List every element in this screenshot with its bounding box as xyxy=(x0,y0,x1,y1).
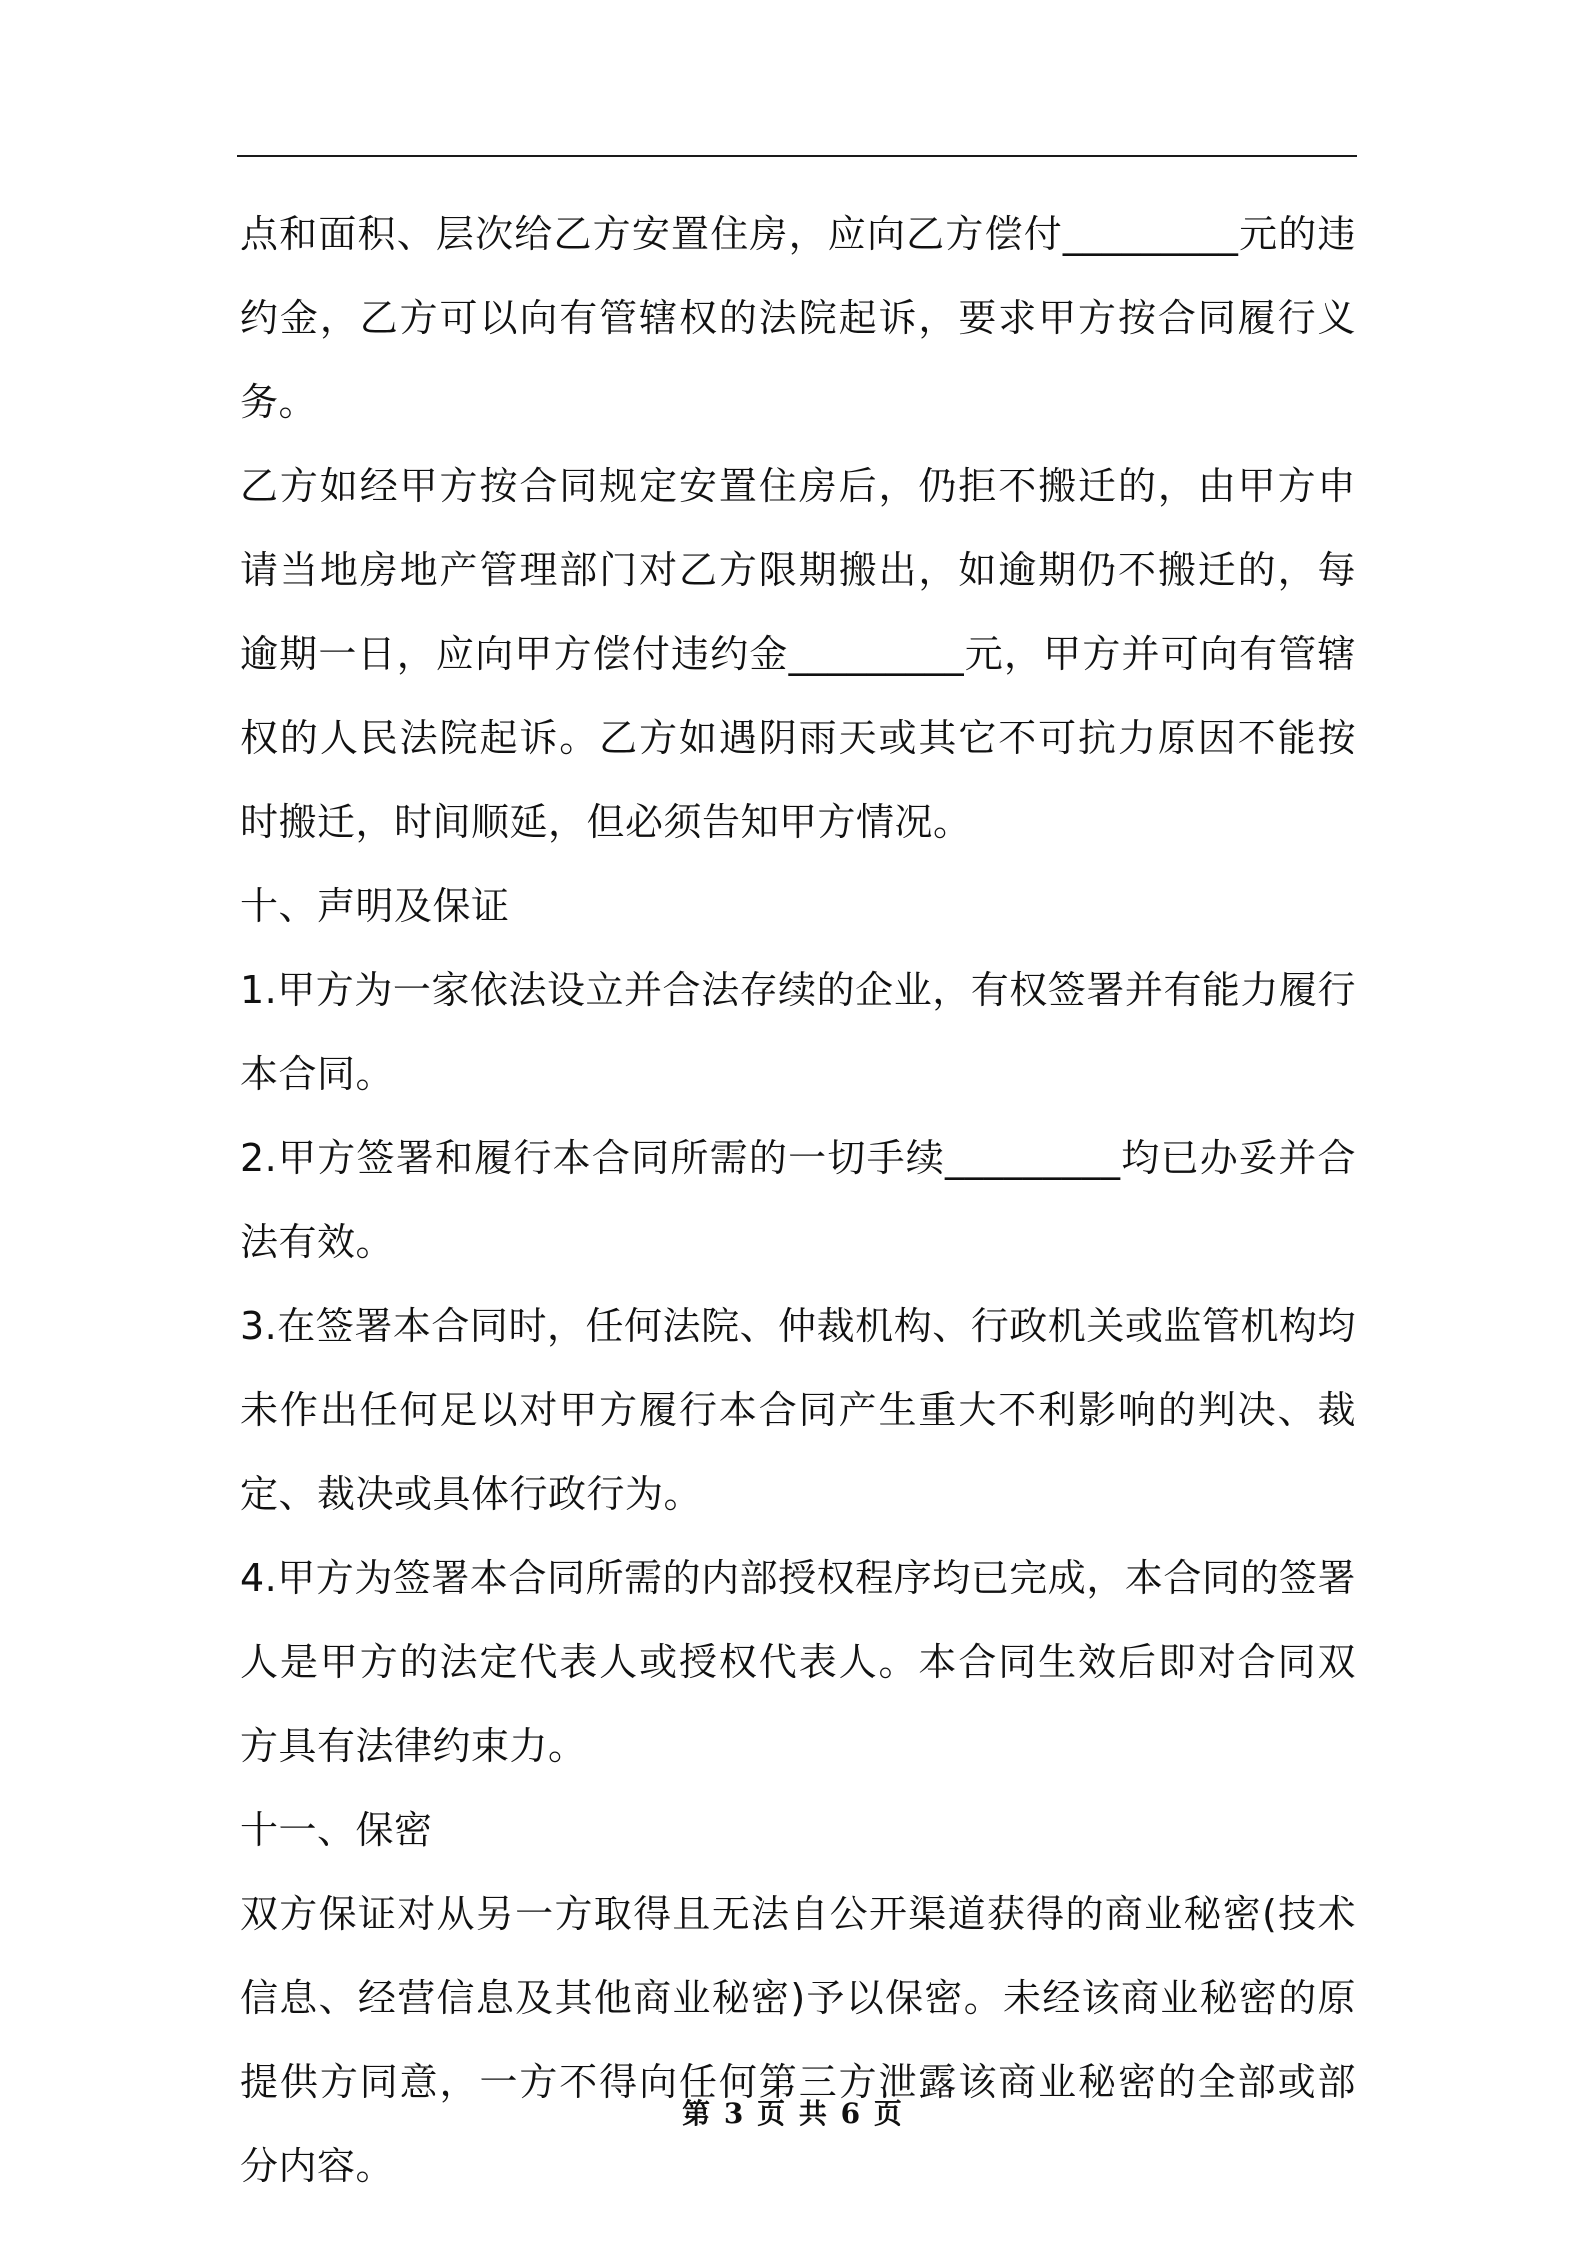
document-body xyxy=(240,192,1356,2208)
paragraph: 点和面积、层次给乙方安置住房，应向乙方偿付_________元的违约金，乙方可以向有管辖权的法院起诉，要求甲方按合同履行义务。 xyxy=(240,212,1356,424)
header-rule xyxy=(237,155,1357,157)
paragraph: 1.甲方为一家依法设立并合法存续的企业，有权签署并有能力履行本合同。 xyxy=(240,968,1356,1096)
section-heading: 十一、保密 xyxy=(240,1808,433,1852)
section-heading: 十、声明及保证 xyxy=(240,884,510,928)
paragraph: 4.甲方为签署本合同所需的内部授权程序均已完成，本合同的签署人是甲方的法定代表人或授权代表人。本合同生效后即对合同双方具有法律约束力。 xyxy=(240,1556,1356,1768)
page-number-footer: 第 3 页 共 6 页 xyxy=(682,2097,904,2130)
paragraph: 2.甲方签署和履行本合同所需的一切手续_________均已办妥并合法有效。 xyxy=(240,1136,1356,1264)
paragraph: 3.在签署本合同时，任何法院、仲裁机构、行政机关或监管机构均未作出任何足以对甲方履行本合同产生重大不利影响的判决、裁定、裁决或具体行政行为。 xyxy=(240,1304,1356,1516)
paragraph: 乙方如经甲方按合同规定安置住房后，仍拒不搬迁的，由甲方申请当地房地产管理部门对乙方限期搬出，如逾期仍不搬迁的，每逾期一日，应向甲方偿付违约金_________元，甲方并可向有管辖权的人民法院起诉。乙方如遇阴雨天或其它不可抗力原因不能按时搬迁，时间顺延，但必须告知甲方情况。 xyxy=(240,464,1356,844)
paragraph: 双方保证对从另一方取得且无法自公开渠道获得的商业秘密(技术信息、经营信息及其他商业秘密)予以保密。未经该商业秘密的原提供方同意，一方不得向任何第三方泄露该商业秘密的全部或部分内容。 xyxy=(240,1892,1356,2188)
